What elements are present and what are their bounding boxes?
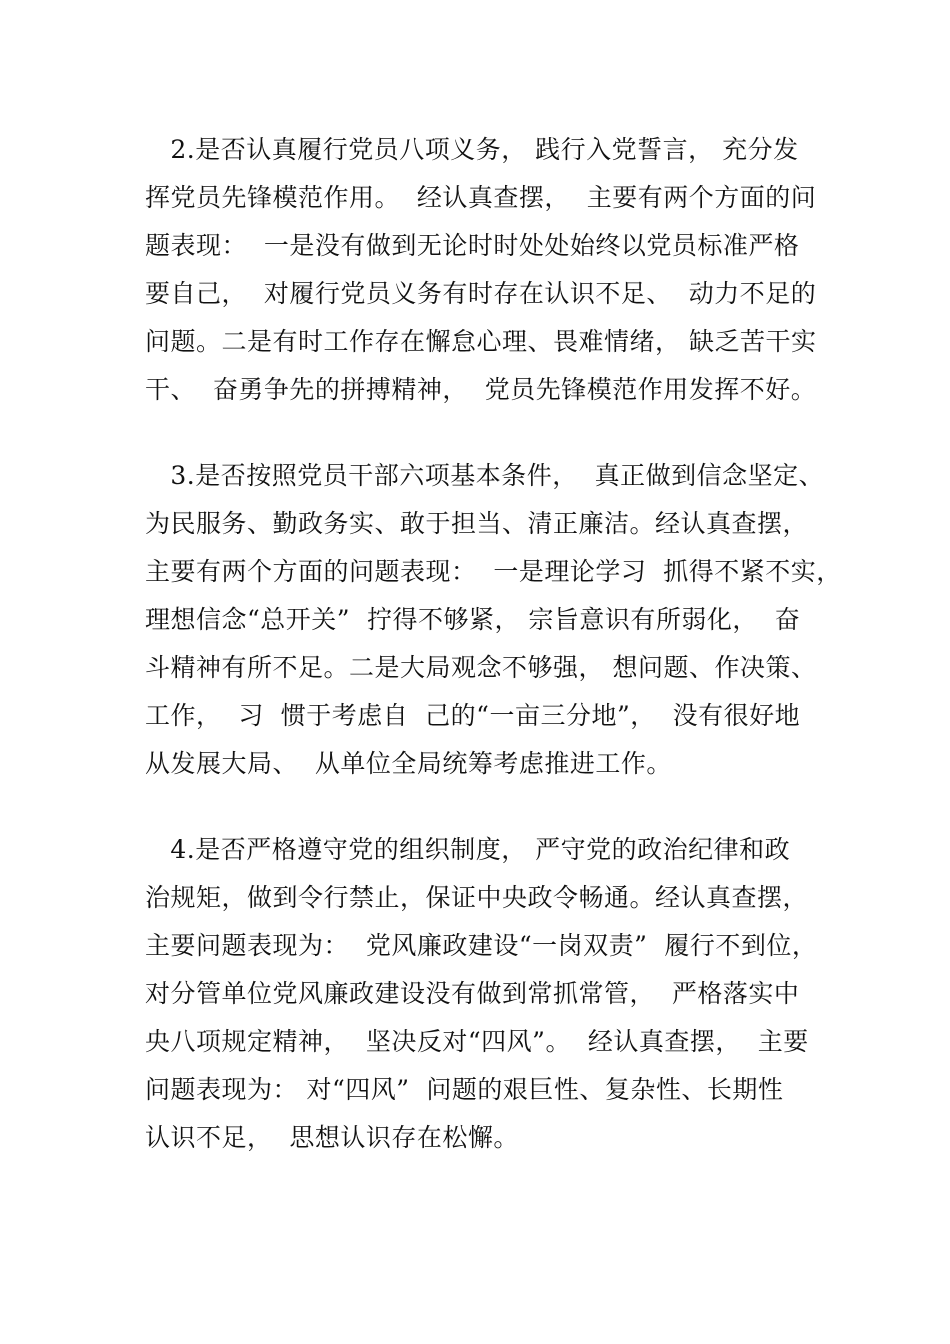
text-line: 2.是否认真履行党员八项义务， 践行入党誓言， 充分发 [145, 135, 799, 164]
text-line: 主要有两个方面的问题表现： 一是理论学习 抓得不紧不实， [145, 557, 842, 586]
text-line: 3.是否按照党员干部六项基本条件， 真正做到信念坚定、 [145, 461, 825, 490]
text-line: 要自己， 对履行党员义务有时存在认识不足、 动力不足的 [145, 279, 817, 308]
text-line: 从发展大局、 从单位全局统筹考虑推进工作。 [145, 749, 672, 778]
text-line: 主要问题表现为： 党风廉政建设“一岗双责” 履行不到位， [145, 931, 818, 960]
text-line: 央八项规定精神， 坚决反对“四风”。 经认真查摆， 主要 [145, 1027, 809, 1056]
text-line: 斗精神有所不足。二是大局观念不够强， 想问题、作决策、 [145, 653, 817, 682]
text-line: 题表现： 一是没有做到无论时时处处始终以党员标准严格 [145, 231, 800, 260]
text-line: 问题表现为： 对“四风” 问题的艰巨性、复杂性、长期性 [145, 1075, 784, 1104]
text-line: 问题。二是有时工作存在懈怠心理、畏难情绪， 缺乏苦干实 [145, 327, 817, 356]
text-line: 为民服务、勤政务实、敢于担当、清正廉洁。经认真查摆， [145, 509, 809, 538]
text-line: 理想信念“总开关” 拧得不够紧， 宗旨意识有所弱化， 奋 [145, 605, 801, 634]
text-line: 对分管单位党风廉政建设没有做到常抓常管， 严格落实中 [145, 979, 800, 1008]
paragraph-item-2 [145, 126, 825, 414]
text-line: 4.是否严格遵守党的组织制度， 严守党的政治纪律和政 [145, 835, 791, 864]
paragraph-item-4 [145, 826, 825, 1162]
text-line: 挥党员先锋模范作用。 经认真查摆， 主要有两个方面的问 [145, 183, 817, 212]
text-line: 认识不足， 思想认识存在松懈。 [145, 1123, 519, 1152]
text-line: 治规矩，做到令行禁止，保证中央政令畅通。经认真查摆， [145, 883, 809, 912]
text-line: 干、 奋勇争先的拼搏精神， 党员先锋模范作用发挥不好。 [145, 375, 817, 404]
text-line: 工作， 习 惯于考虑自 己的“一亩三分地”， 没有很好地 [145, 701, 801, 730]
paragraph-item-3 [145, 452, 842, 788]
